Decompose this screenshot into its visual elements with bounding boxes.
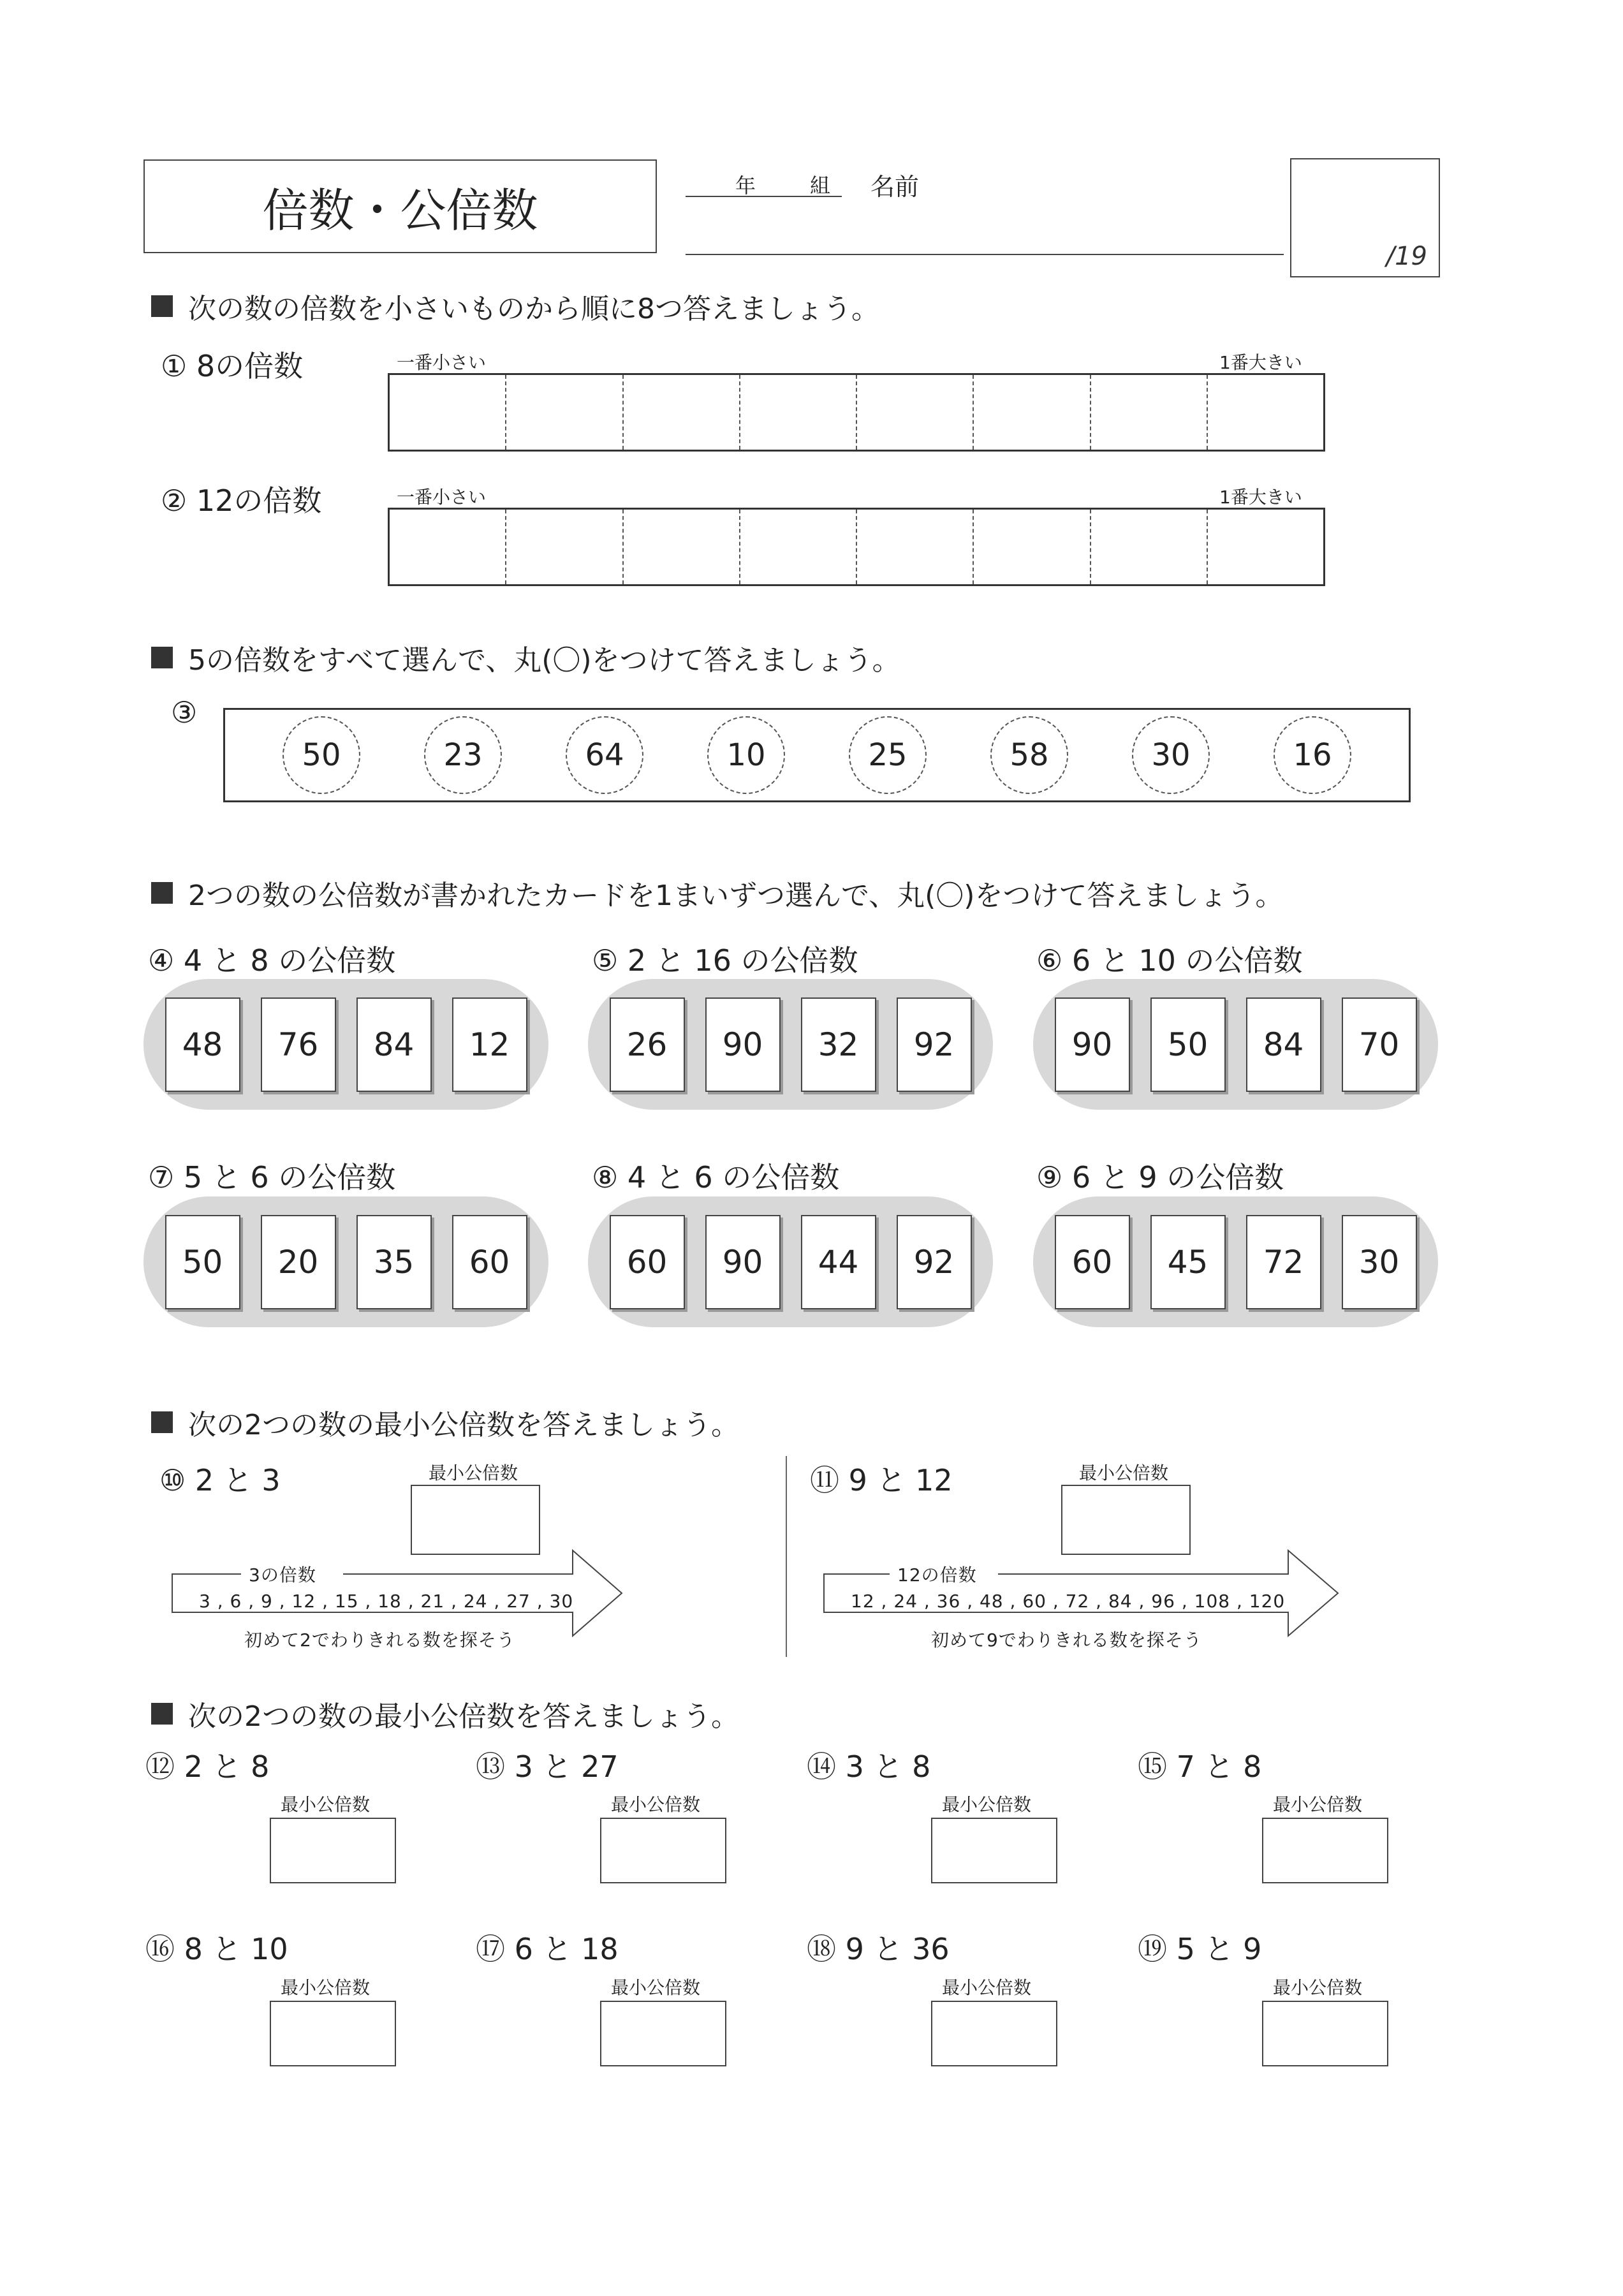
answer-cell[interactable] [857,510,974,584]
answer-cell[interactable] [1091,510,1208,584]
q4-card-group [143,979,548,1110]
q9-label: ⑨ 6 と 9 の公倍数 [1036,1160,1284,1195]
number-card[interactable]: 90 [705,1215,781,1309]
answer-cell[interactable] [390,510,506,584]
answer-cell[interactable] [740,375,857,450]
number-card[interactable]: 92 [897,997,972,1092]
number-card[interactable]: 44 [801,1215,876,1309]
q8-card-group [588,1196,993,1327]
q15-label: ⑮ 7 と 8 [1138,1749,1262,1784]
q16-answer-box[interactable] [270,2001,396,2066]
q11-label: ⑪ 9 と 12 [810,1463,953,1498]
number-card[interactable]: 45 [1150,1215,1226,1309]
q7-card-group [143,1196,548,1327]
number-choice[interactable]: 23 [424,716,502,794]
square-bullet-icon [151,882,173,904]
number-card[interactable]: 26 [610,997,685,1092]
number-choice[interactable]: 25 [849,716,927,794]
q11-sequence: 12 , 24 , 36 , 48 , 60 , 72 , 84 , 96 , 108 , 120 [851,1591,1286,1612]
number-card[interactable]: 60 [610,1215,685,1309]
square-bullet-icon [151,295,173,317]
q14-answer-box[interactable] [931,1818,1057,1883]
number-card[interactable]: 60 [1055,1215,1130,1309]
q15-lcm-label: 最小公倍数 [1273,1794,1363,1815]
divider-line [786,1456,787,1657]
q9-card-group [1033,1196,1438,1327]
year-label: 年 [735,173,756,198]
q3-label: ③ [171,695,198,730]
number-card[interactable]: 90 [1055,997,1130,1092]
class-label: 組 [810,173,831,198]
q12-label: ⑫ 2 と 8 [145,1749,270,1784]
q19-lcm-label: 最小公倍数 [1273,1977,1363,1998]
q10-label: ⑩ 2 と 3 [159,1463,281,1498]
q10-hint: 初めて2でわりきれる数を探そう [244,1630,515,1651]
number-choice[interactable]: 30 [1132,716,1210,794]
q17-label: ⑰ 6 と 18 [476,1932,619,1966]
q11-answer-box[interactable] [1061,1485,1191,1555]
q19-label: ⑲ 5 と 9 [1138,1932,1262,1966]
number-choice[interactable]: 16 [1274,716,1351,794]
section5-heading: 次の2つの数の最小公倍数を答えましょう。 [151,1693,739,1734]
q1-smallest-label: 一番小さい [397,352,487,373]
q17-lcm-label: 最小公倍数 [611,1977,701,1998]
number-choice[interactable]: 10 [707,716,785,794]
q13-answer-box[interactable] [600,1818,726,1883]
number-card[interactable]: 20 [261,1215,336,1309]
q5-card-group [588,979,993,1110]
number-card[interactable]: 70 [1342,997,1417,1092]
q19-answer-box[interactable] [1262,2001,1388,2066]
q12-lcm-label: 最小公倍数 [281,1794,371,1815]
number-card[interactable]: 60 [452,1215,527,1309]
answer-cell[interactable] [974,510,1091,584]
q13-lcm-label: 最小公倍数 [611,1794,701,1815]
q7-label: ⑦ 5 と 6 の公倍数 [148,1160,396,1195]
number-card[interactable]: 32 [801,997,876,1092]
q11-lcm-label: 最小公倍数 [1079,1462,1169,1483]
section4-heading: 次の2つの数の最小公倍数を答えましょう。 [151,1402,739,1443]
section2-heading: 5の倍数をすべて選んで、丸(〇)をつけて答えましょう。 [151,637,900,678]
number-card[interactable]: 50 [1150,997,1226,1092]
q16-label: ⑯ 8 と 10 [145,1932,288,1966]
number-card[interactable]: 76 [261,997,336,1092]
number-card[interactable]: 30 [1342,1215,1417,1309]
answer-cell[interactable] [506,510,623,584]
q10-answer-box[interactable] [411,1485,540,1555]
q2-answer-strip[interactable] [388,508,1325,586]
q14-label: ⑭ 3 と 8 [807,1749,931,1784]
number-card[interactable]: 90 [705,997,781,1092]
number-choice[interactable]: 50 [283,716,360,794]
section3-heading: 2つの数の公倍数が書かれたカードを1まいずつ選んで、丸(〇)をつけて答えましょう。 [151,872,1283,913]
q18-answer-box[interactable] [931,2001,1057,2066]
score-total: /19 [1386,242,1427,271]
number-card[interactable]: 35 [356,1215,432,1309]
q17-answer-box[interactable] [600,2001,726,2066]
section1-heading: 次の数の倍数を小さいものから順に8つ答えましょう。 [151,286,879,327]
answer-cell[interactable] [974,375,1091,450]
number-choice[interactable]: 58 [990,716,1068,794]
name-field[interactable] [686,254,1284,255]
square-bullet-icon [151,647,173,668]
q12-answer-box[interactable] [270,1818,396,1883]
q1-largest-label: 1番大きい [1219,352,1302,373]
q2-smallest-label: 一番小さい [397,487,487,508]
answer-cell[interactable] [1208,375,1323,450]
q15-answer-box[interactable] [1262,1818,1388,1883]
number-card[interactable]: 84 [356,997,432,1092]
number-card[interactable]: 12 [452,997,527,1092]
q4-label: ④ 4 と 8 の公倍数 [148,943,396,978]
answer-cell[interactable] [857,375,974,450]
q11-arrow-title: 12の倍数 [897,1564,977,1586]
q18-label: ⑱ 9 と 36 [807,1932,950,1966]
number-choice[interactable]: 64 [566,716,643,794]
answer-cell[interactable] [1208,510,1323,584]
square-bullet-icon [151,1411,173,1433]
q10-arrow-title: 3の倍数 [249,1564,316,1586]
q13-label: ⑬ 3 と 27 [476,1749,619,1784]
q3-number-box [223,708,1411,802]
q10-sequence: 3 , 6 , 9 , 12 , 15 , 18 , 21 , 24 , 27 , 30 [199,1591,574,1612]
number-card[interactable]: 92 [897,1215,972,1309]
answer-cell[interactable] [1091,375,1208,450]
number-card[interactable]: 84 [1246,997,1321,1092]
worksheet-title: 倍数・公倍数 [143,159,657,253]
answer-cell[interactable] [740,510,857,584]
answer-cell[interactable] [624,510,740,584]
q18-lcm-label: 最小公倍数 [942,1977,1032,1998]
q10-lcm-label: 最小公倍数 [429,1462,518,1483]
year-class-line [686,196,842,197]
number-card[interactable]: 48 [165,997,240,1092]
q1-answer-strip[interactable] [388,373,1325,452]
number-card[interactable]: 50 [165,1215,240,1309]
q1-label: ① 8の倍数 [161,349,304,383]
q11-hint: 初めて9でわりきれる数を探そう [931,1630,1202,1651]
q5-label: ⑤ 2 と 16 の公倍数 [592,943,858,978]
q2-label: ② 12の倍数 [161,483,322,518]
number-card[interactable]: 72 [1246,1215,1321,1309]
name-label: 名前 [870,173,920,201]
q2-largest-label: 1番大きい [1219,487,1302,508]
q14-lcm-label: 最小公倍数 [942,1794,1032,1815]
q6-card-group [1033,979,1438,1110]
answer-cell[interactable] [506,375,623,450]
answer-cell[interactable] [390,375,506,450]
score-box [1290,158,1440,277]
square-bullet-icon [151,1703,173,1725]
q8-label: ⑧ 4 と 6 の公倍数 [592,1160,840,1195]
q16-lcm-label: 最小公倍数 [281,1977,371,1998]
answer-cell[interactable] [624,375,740,450]
q6-label: ⑥ 6 と 10 の公倍数 [1036,943,1303,978]
